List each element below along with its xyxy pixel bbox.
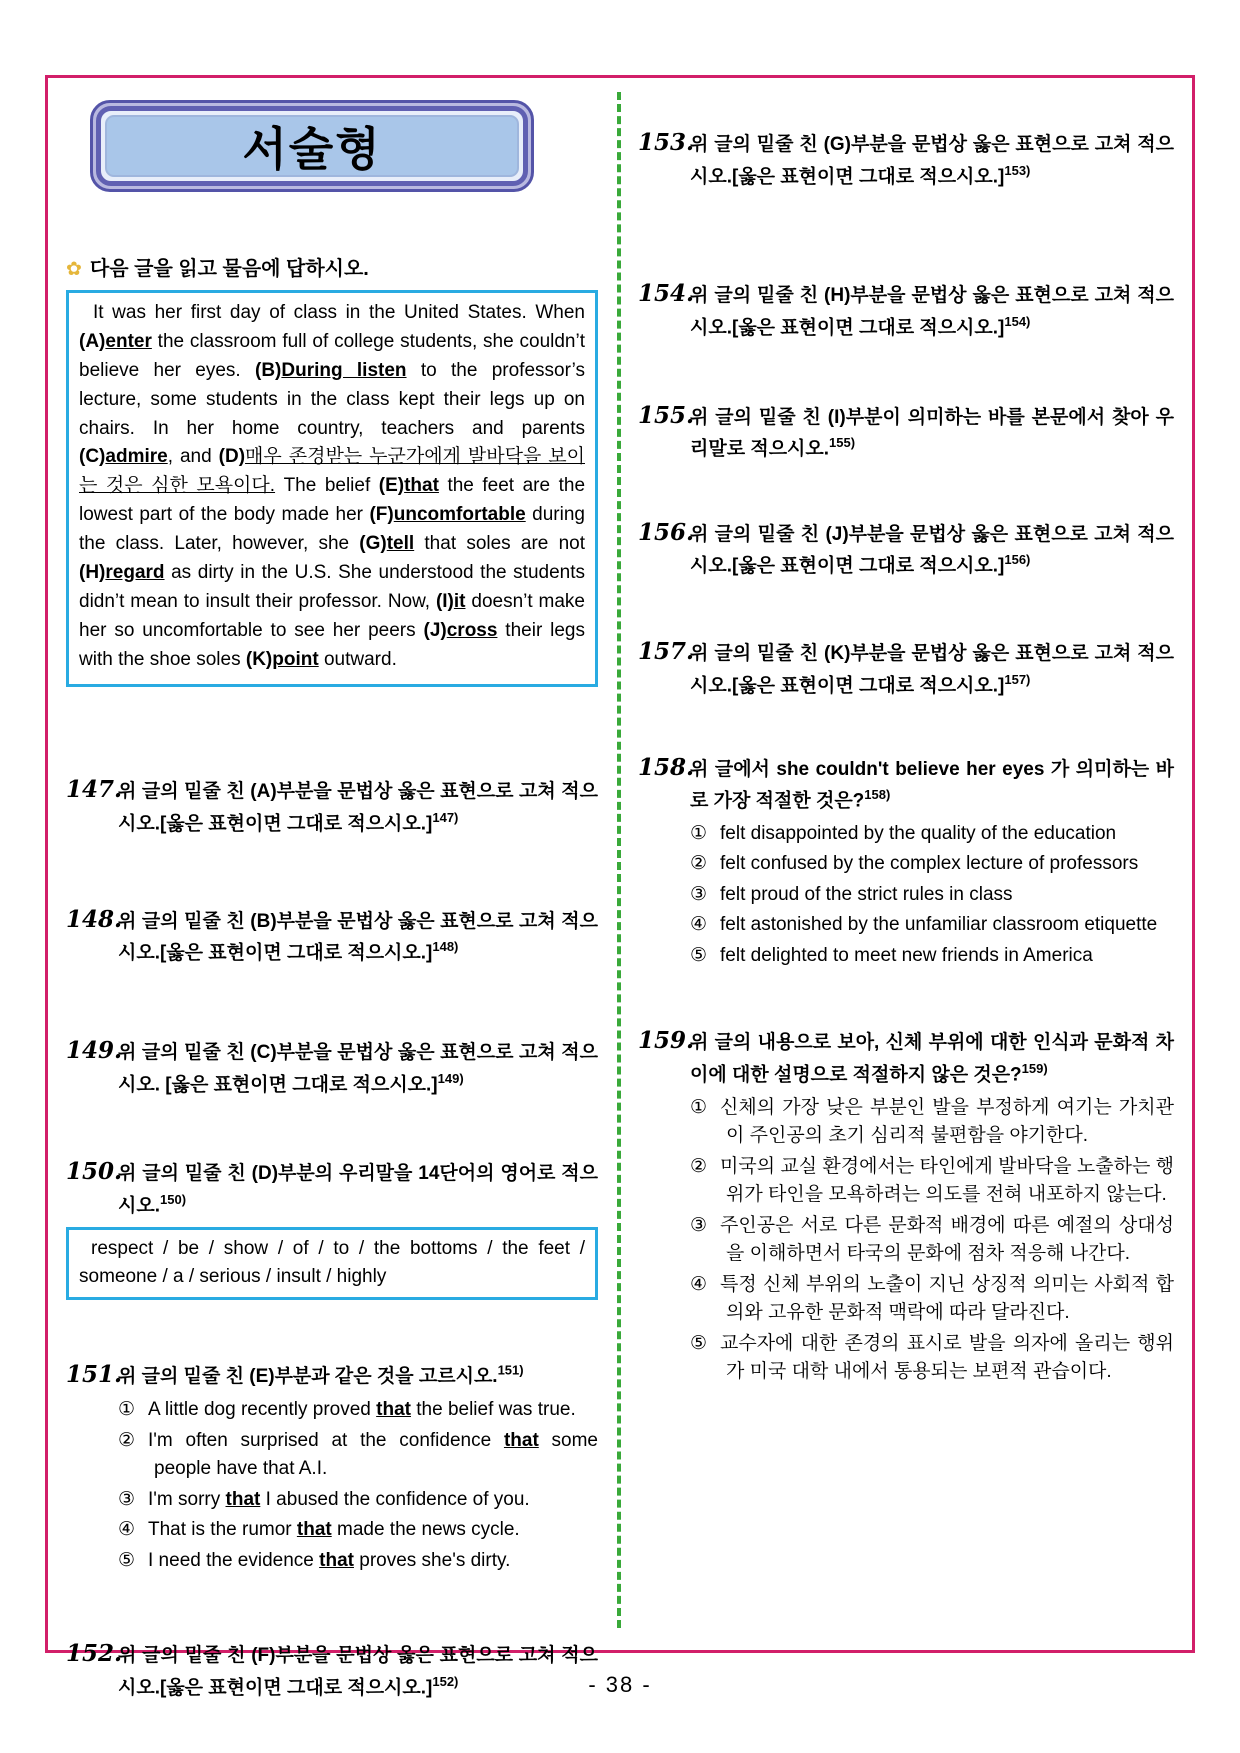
option-number: ④ <box>118 1519 136 1541</box>
option-number: ① <box>118 1399 136 1421</box>
option-item <box>690 1212 1174 1269</box>
option-text: felt disappointed by the quality of the education <box>720 822 1117 844</box>
option-number: ③ <box>690 883 708 905</box>
option-number: ④ <box>690 914 708 936</box>
footnote-ref: 155) <box>829 435 856 451</box>
option-text: That is the rumor that made the news cycle. <box>148 1519 520 1541</box>
flower-icon: ✿ <box>66 259 82 280</box>
option-number: ① <box>690 822 708 844</box>
footnote-ref: 154) <box>1004 313 1031 329</box>
option-item <box>690 1330 1174 1387</box>
option-text: 교수자에 대한 존경의 표시로 발을 의자에 올리는 행위가 미국 대학 내에서 통용되는 보편적 관습이다. <box>720 1332 1174 1383</box>
option-text: 신체의 가장 낮은 부분인 발을 부정하게 여기는 가치관이 주인공의 초기 심리적 불편함을 야기한다. <box>720 1096 1174 1147</box>
question-number: 157. <box>638 638 695 666</box>
footnote-ref: 156) <box>1004 552 1031 568</box>
footnote-ref: 150) <box>160 1191 187 1207</box>
question-stem: 위 글의 밑줄 친 (B)부분을 문법상 옳은 표현으로 고쳐 적으시오.[옳은 표현이면 그대로 적으시오.] <box>118 910 598 964</box>
question-number: 155. <box>638 401 695 429</box>
question-stem: 위 글의 밑줄 친 (J)부분을 문법상 옳은 표현으로 고쳐 적으시오.[옳은 표현이면 그대로 적으시오.] <box>690 523 1174 577</box>
footnote-ref: 159) <box>1021 1060 1048 1076</box>
passage-box <box>66 290 598 687</box>
question-154 <box>638 277 1174 342</box>
footnote-ref: 148) <box>432 939 459 955</box>
option-item <box>118 1516 598 1545</box>
question-stem: 위 글의 밑줄 친 (F)부분을 문법상 옳은 표현으로 고쳐 적으시오.[옳은 표현이면 그대로 적으시오.] <box>118 1645 598 1699</box>
option-number: ④ <box>690 1273 708 1295</box>
option-item <box>118 1486 598 1515</box>
question-number: 147. <box>66 776 123 804</box>
option-text: 특정 신체 부위의 노출이 지닌 상징적 의미는 사회적 합의와 고유한 문화적 맥락에 따라 달라진다. <box>720 1273 1174 1324</box>
question-stem: 위 글의 밑줄 친 (A)부분을 문법상 옳은 표현으로 고쳐 적으시오.[옳은 표현이면 그대로 적으시오.] <box>118 781 598 835</box>
option-number: ⑤ <box>118 1549 136 1571</box>
option-item <box>690 1271 1174 1328</box>
question-147 <box>66 773 598 838</box>
footnote-ref: 152) <box>432 1673 459 1689</box>
option-number: ③ <box>690 1214 708 1236</box>
question-stem: 위 글의 밑줄 친 (E)부분과 같은 것을 고르시오. <box>118 1365 498 1387</box>
right-column <box>638 100 1174 1387</box>
option-text: I'm often surprised at the confidence that some people have that A.I. <box>148 1429 598 1480</box>
option-text: A little dog recently proved that the belief was true. <box>148 1399 576 1421</box>
option-number: ① <box>690 1096 708 1118</box>
question-number: 158. <box>638 753 695 781</box>
option-item <box>690 942 1174 971</box>
question-stem: 위 글의 밑줄 친 (I)부분이 의미하는 바를 본문에서 찾아 우리말로 적으시오. <box>690 406 1174 460</box>
question-number: 150. <box>66 1158 123 1186</box>
question-number: 149. <box>66 1037 123 1065</box>
option-text: I'm sorry that I abused the confidence of you. <box>148 1488 530 1510</box>
option-item <box>690 820 1174 849</box>
question-number: 154. <box>638 280 695 308</box>
question-159 <box>638 1024 1174 1386</box>
question-number: 156. <box>638 518 695 546</box>
option-number: ② <box>690 853 708 875</box>
option-item <box>690 1153 1174 1210</box>
option-text: felt confused by the complex lecture of professors <box>720 853 1139 875</box>
option-text: 주인공은 서로 다른 문화적 배경에 따른 예절의 상대성을 이해하면서 타국의 문화에 점차 적응해 나간다. <box>720 1214 1174 1265</box>
option-text: felt delighted to meet new friends in America <box>720 944 1093 966</box>
question-stem: 위 글의 내용으로 보아, 신체 부위에 대한 인식과 문화적 차이에 대한 설명으로 적절하지 않은 것은? <box>690 1032 1174 1086</box>
option-item <box>690 1094 1174 1151</box>
option-number: ⑤ <box>690 1332 708 1354</box>
question-number: 151. <box>66 1360 123 1388</box>
directions-line <box>66 252 598 281</box>
option-item <box>690 850 1174 879</box>
question-stem: 위 글의 밑줄 친 (D)부분의 우리말을 14단어의 영어로 적으시오. <box>118 1163 598 1217</box>
option-text: felt astonished by the unfamiliar classroom etiquette <box>720 914 1158 936</box>
footnote-ref: 151) <box>497 1362 524 1378</box>
question-156 <box>638 516 1174 581</box>
directions-text: 다음 글을 읽고 물음에 답하시오. <box>89 258 369 280</box>
option-number: ③ <box>118 1488 136 1510</box>
option-item <box>690 911 1174 940</box>
word-bank-box: respect / be / show / of / to / the bottoms / the feet / someone / a / serious / insult / highly <box>66 1227 598 1300</box>
options-list <box>690 820 1174 971</box>
option-text: felt proud of the strict rules in class <box>720 883 1013 905</box>
option-text: I need the evidence that proves she's dirty. <box>148 1549 511 1571</box>
option-item <box>118 1396 598 1425</box>
option-item <box>690 881 1174 910</box>
question-stem: 위 글에서 she couldn't believe her eyes 가 의미하는 바로 가장 적절한 것은? <box>690 758 1174 812</box>
footnote-ref: 149) <box>437 1070 464 1086</box>
question-151 <box>66 1358 598 1576</box>
page-number: - 38 - <box>588 1672 652 1697</box>
question-number: 153. <box>638 129 695 156</box>
question-stem: 위 글의 밑줄 친 (G)부분을 문법상 옳은 표현으로 고쳐 적으시오.[옳은 표현이면 그대로 적으시오.] <box>690 134 1174 187</box>
question-149 <box>66 1034 598 1099</box>
question-stem: 위 글의 밑줄 친 (H)부분을 문법상 옳은 표현으로 고쳐 적으시오.[옳은 표현이면 그대로 적으시오.] <box>690 285 1174 339</box>
question-number: 148. <box>66 905 123 933</box>
footnote-ref: 153) <box>1004 162 1031 178</box>
passage-text: It was her first day of class in the United States. When (A)enter the classroom full of college students, she couldn’t believe her eyes. (B)During listen to the professor’s lecture, some students in the class kept their legs up on chairs. In her home country, teachers and parents (C)admire, and (D)매우 존경받는 누군가에게 발바닥을 보이는 것은 심한 모욕이다. The belief (E)that the feet are the lowest part of the body made her (F)uncomfortable during the class. Later, however, she (G)tell that soles are not (H)regard as dirty in the U.S. She understood the students didn’t mean to insult their professor. Now, (I)it doesn’t make her so uncomfortable to see her peers (J)cross their legs with the shoe soles (K)point outward. <box>79 302 586 670</box>
question-148 <box>66 903 598 968</box>
options-list <box>118 1396 598 1575</box>
section-title-banner-mid <box>96 106 528 186</box>
question-number: 159. <box>638 1027 695 1055</box>
column-divider <box>617 92 621 1628</box>
question-153 <box>638 126 1174 191</box>
footnote-ref: 157) <box>1004 671 1031 687</box>
footnote-ref: 147) <box>432 809 459 825</box>
option-item <box>118 1547 598 1576</box>
question-number: 152. <box>66 1640 123 1668</box>
section-title-banner-inner <box>105 115 519 177</box>
question-stem: 위 글의 밑줄 친 (K)부분을 문법상 옳은 표현으로 고쳐 적으시오.[옳은 표현이면 그대로 적으시오.] <box>690 643 1174 697</box>
option-number: ⑤ <box>690 944 708 966</box>
question-155 <box>638 399 1174 464</box>
section-title: 서술형 <box>242 123 382 175</box>
option-text: 미국의 교실 환경에서는 타인에게 발바닥을 노출하는 행위가 타인을 모욕하려는 의도를 전혀 내포하지 않는다. <box>720 1155 1174 1206</box>
left-column <box>66 100 598 1703</box>
footnote-ref: 158) <box>864 787 891 803</box>
question-150 <box>66 1155 598 1220</box>
options-list <box>690 1094 1174 1387</box>
option-number: ② <box>690 1155 708 1177</box>
section-title-banner <box>90 100 534 192</box>
option-number: ② <box>118 1429 136 1451</box>
option-item <box>118 1427 598 1484</box>
question-158 <box>638 751 1174 971</box>
question-stem: 위 글의 밑줄 친 (C)부분을 문법상 옳은 표현으로 고쳐 적으시오. [옳은 표현이면 그대로 적으시오.] <box>118 1042 598 1095</box>
question-157 <box>638 635 1174 700</box>
